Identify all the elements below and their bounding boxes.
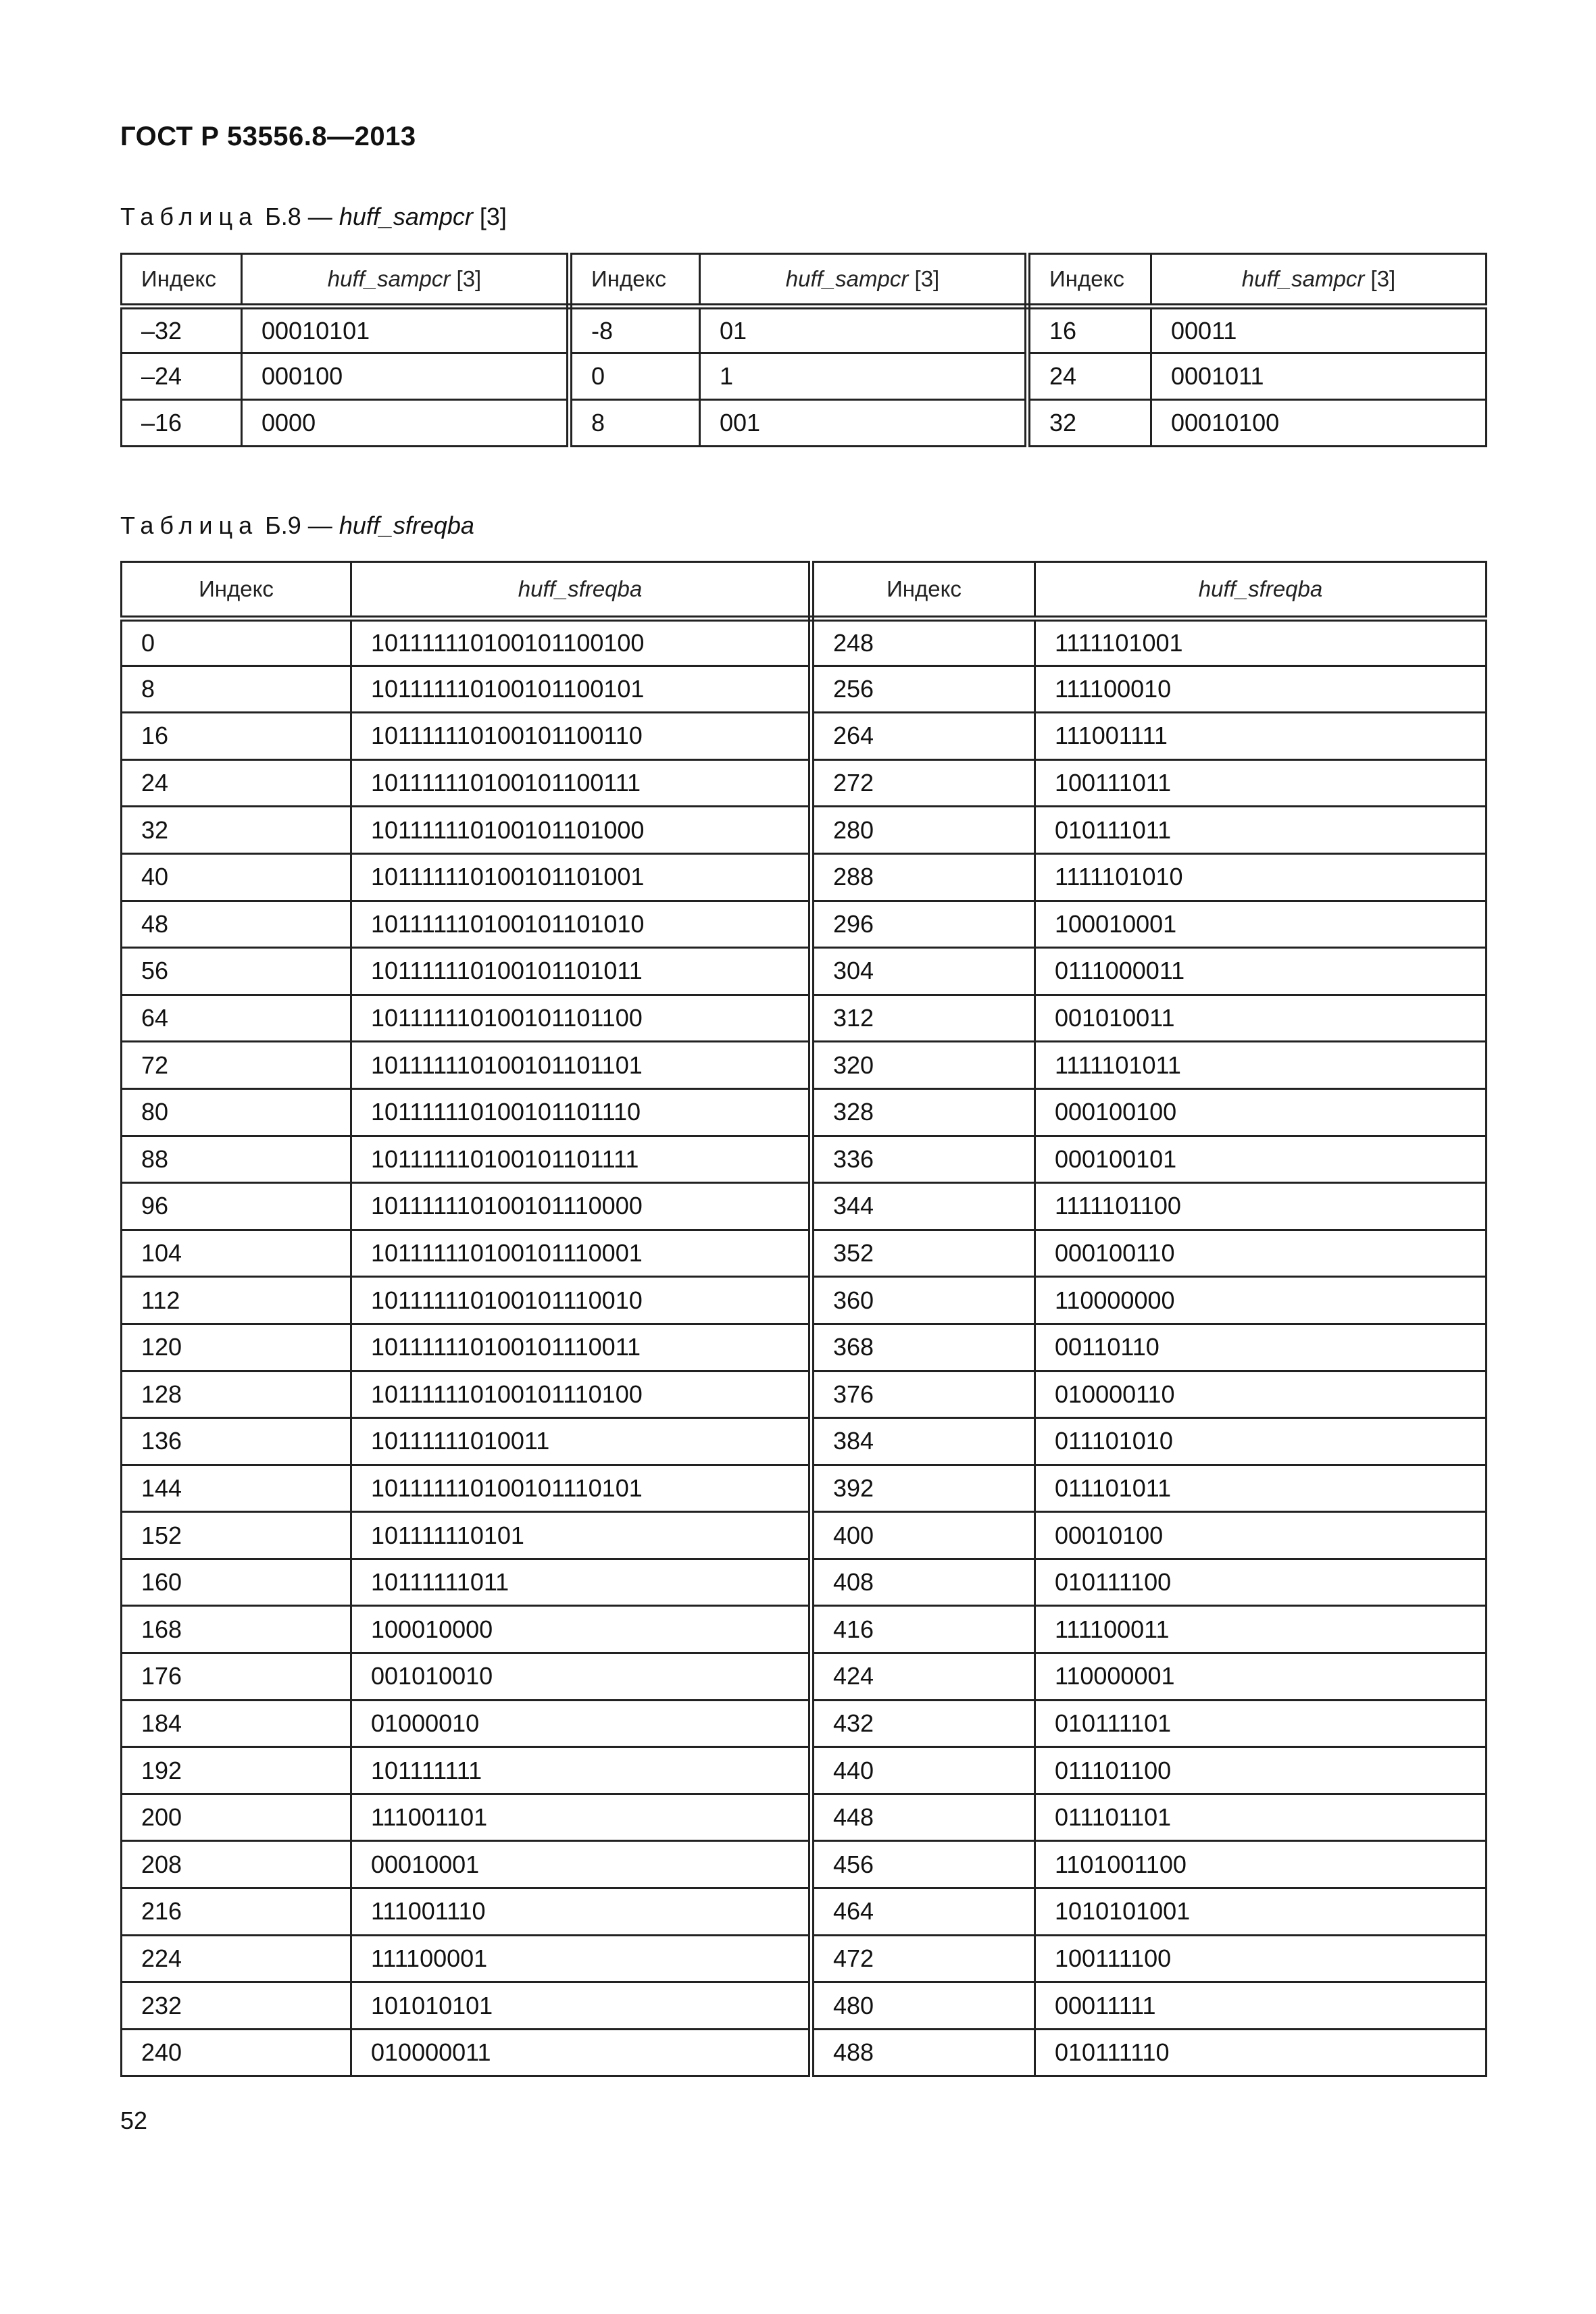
code-cell: 000100110: [1035, 1230, 1487, 1277]
index-cell: 208: [122, 1841, 351, 1888]
index-cell: 432: [812, 1700, 1035, 1747]
code-cell: 110000000: [1035, 1277, 1487, 1324]
code-cell: 001010011: [1035, 995, 1487, 1042]
code-cell: 101111110100101101010: [351, 901, 812, 948]
index-cell: 32: [122, 807, 351, 854]
index-cell: 464: [812, 1888, 1035, 1936]
index-cell: 136: [122, 1418, 351, 1465]
code-cell: 110000001: [1035, 1653, 1487, 1701]
index-cell: 264: [812, 713, 1035, 760]
code-cell: 100111011: [1035, 759, 1487, 807]
table-row: [122, 807, 1487, 854]
index-cell: 200: [122, 1794, 351, 1841]
table-b8: [120, 253, 1487, 447]
code-cell: 101111110100101101001: [351, 853, 812, 901]
index-cell: 368: [812, 1324, 1035, 1371]
index-cell: 320: [812, 1042, 1035, 1089]
code-cell: 1111101011: [1035, 1042, 1487, 1089]
code-cell: 101111110100101110011: [351, 1324, 812, 1371]
index-cell: 128: [122, 1371, 351, 1418]
index-cell: 144: [122, 1465, 351, 1512]
table-row: [122, 1512, 1487, 1559]
index-cell: 152: [122, 1512, 351, 1559]
index-cell: 304: [812, 948, 1035, 995]
code-cell: 111100010: [1035, 665, 1487, 713]
index-cell: 0: [122, 619, 351, 666]
index-cell: 160: [122, 1559, 351, 1606]
table-row: [122, 1230, 1487, 1277]
code-cell: 01: [700, 307, 1028, 353]
index-cell: 344: [812, 1183, 1035, 1230]
index-cell: 288: [812, 853, 1035, 901]
table-row: [122, 1088, 1487, 1136]
index-cell: 168: [122, 1606, 351, 1653]
table-row: [122, 948, 1487, 995]
code-cell: 011101100: [1035, 1747, 1487, 1794]
index-cell: 392: [812, 1465, 1035, 1512]
index-cell: 120: [122, 1324, 351, 1371]
code-cell: 00110110: [1035, 1324, 1487, 1371]
caption-name: huff_sampcr: [339, 203, 473, 230]
code-cell: 101111110100101101011: [351, 948, 812, 995]
code-cell: 010000110: [1035, 1371, 1487, 1418]
code-cell: 010111100: [1035, 1559, 1487, 1606]
code-cell: 101111110100101101110: [351, 1088, 812, 1136]
code-cell: 00010100: [1035, 1512, 1487, 1559]
col-value-name: huff_sfreqba: [518, 576, 643, 601]
index-cell: 80: [122, 1088, 351, 1136]
table-row: [122, 1371, 1487, 1418]
table-row: [122, 1559, 1487, 1606]
code-cell: 0001011: [1151, 353, 1487, 400]
index-cell: 248: [812, 619, 1035, 666]
table-row: [122, 1606, 1487, 1653]
col-index-header: Индекс: [570, 254, 700, 307]
page-number: 52: [120, 2107, 148, 2134]
code-cell: 10111111010011: [351, 1418, 812, 1465]
code-cell: 010111101: [1035, 1700, 1487, 1747]
index-cell: 240: [122, 2029, 351, 2076]
index-cell: 64: [122, 995, 351, 1042]
index-cell: 96: [122, 1183, 351, 1230]
code-cell: 101111110100101110001: [351, 1230, 812, 1277]
col-value-name: huff_sampcr: [785, 266, 909, 291]
index-cell: 88: [122, 1136, 351, 1183]
code-cell: 111100001: [351, 1935, 812, 1982]
col-value-header: [242, 254, 570, 307]
code-cell: 0111000011: [1035, 948, 1487, 995]
table-row: [122, 353, 1487, 400]
col-value-header: [1151, 254, 1487, 307]
index-cell: 296: [812, 901, 1035, 948]
table-b8-caption: [120, 203, 507, 231]
col-value-header: [351, 562, 812, 619]
index-cell: 416: [812, 1606, 1035, 1653]
caption-number: Б.9 —: [258, 511, 339, 539]
code-cell: 000100: [242, 353, 570, 400]
code-cell: 010111011: [1035, 807, 1487, 854]
index-cell: 408: [812, 1559, 1035, 1606]
caption-number: Б.8 —: [258, 203, 339, 230]
table-row: [122, 1042, 1487, 1089]
code-cell: 100010000: [351, 1606, 812, 1653]
index-cell: 8: [570, 400, 700, 447]
index-cell: 376: [812, 1371, 1035, 1418]
col-value-header: [1035, 562, 1487, 619]
caption-word: Таблица: [120, 511, 259, 539]
code-cell: 00011111: [1035, 1982, 1487, 2030]
index-cell: 24: [122, 759, 351, 807]
index-cell: 400: [812, 1512, 1035, 1559]
index-cell: 40: [122, 853, 351, 901]
index-cell: 176: [122, 1653, 351, 1701]
index-cell: 328: [812, 1088, 1035, 1136]
index-cell: 232: [122, 1982, 351, 2030]
table-row: [122, 1136, 1487, 1183]
document-header: ГОСТ Р 53556.8—2013: [120, 122, 416, 151]
index-cell: 440: [812, 1747, 1035, 1794]
index-cell: 472: [812, 1935, 1035, 1982]
index-cell: 352: [812, 1230, 1035, 1277]
table-header-row: [122, 562, 1487, 619]
code-cell: 101111110100101100101: [351, 665, 812, 713]
code-cell: 101111110101: [351, 1512, 812, 1559]
code-cell: 00011: [1151, 307, 1487, 353]
index-cell: 256: [812, 665, 1035, 713]
caption-suffix: [3]: [472, 203, 507, 230]
index-cell: 360: [812, 1277, 1035, 1324]
table-row: [122, 665, 1487, 713]
table-b9: [120, 561, 1487, 2077]
code-cell: 101111111: [351, 1747, 812, 1794]
code-cell: 010000011: [351, 2029, 812, 2076]
col-value-suffix: [3]: [1364, 266, 1396, 291]
code-cell: 100111100: [1035, 1935, 1487, 1982]
table-row: [122, 1841, 1487, 1888]
code-cell: 1101001100: [1035, 1841, 1487, 1888]
code-cell: 101111110100101100111: [351, 759, 812, 807]
table-row: [122, 1418, 1487, 1465]
table-row: [122, 995, 1487, 1042]
index-cell: 312: [812, 995, 1035, 1042]
code-cell: 00010100: [1151, 400, 1487, 447]
col-index-header: Индекс: [122, 562, 351, 619]
code-cell: 101111110100101101101: [351, 1042, 812, 1089]
code-cell: 111100011: [1035, 1606, 1487, 1653]
table-row: [122, 619, 1487, 666]
col-value-name: huff_sampcr: [327, 266, 451, 291]
code-cell: 00010101: [242, 307, 570, 353]
code-cell: 0000: [242, 400, 570, 447]
table-row: [122, 1794, 1487, 1841]
code-cell: 000100100: [1035, 1088, 1487, 1136]
col-index-header: Индекс: [1028, 254, 1151, 307]
index-cell: –32: [122, 307, 242, 353]
index-cell: 336: [812, 1136, 1035, 1183]
col-value-name: huff_sfreqba: [1198, 576, 1323, 601]
table-row: [122, 1183, 1487, 1230]
table-row: [122, 1700, 1487, 1747]
code-cell: 101010101: [351, 1982, 812, 2030]
table-row: [122, 2029, 1487, 2076]
col-value-suffix: [3]: [908, 266, 940, 291]
code-cell: 011101011: [1035, 1465, 1487, 1512]
code-cell: 000100101: [1035, 1136, 1487, 1183]
index-cell: 448: [812, 1794, 1035, 1841]
col-value-name: huff_sampcr: [1241, 266, 1365, 291]
code-cell: 1: [700, 353, 1028, 400]
code-cell: 011101101: [1035, 1794, 1487, 1841]
col-index-header: Индекс: [122, 254, 242, 307]
col-value-header: [700, 254, 1028, 307]
index-cell: 0: [570, 353, 700, 400]
index-cell: 224: [122, 1935, 351, 1982]
code-cell: 101111110100101100110: [351, 713, 812, 760]
index-cell: 104: [122, 1230, 351, 1277]
index-cell: 112: [122, 1277, 351, 1324]
index-cell: 488: [812, 2029, 1035, 2076]
index-cell: 272: [812, 759, 1035, 807]
index-cell: -8: [570, 307, 700, 353]
index-cell: 16: [1028, 307, 1151, 353]
code-cell: 01000010: [351, 1700, 812, 1747]
caption-word: Таблица: [120, 203, 259, 230]
index-cell: –16: [122, 400, 242, 447]
index-cell: 480: [812, 1982, 1035, 2030]
code-cell: 101111110100101110101: [351, 1465, 812, 1512]
index-cell: 48: [122, 901, 351, 948]
code-cell: 101111110100101101111: [351, 1136, 812, 1183]
index-cell: 280: [812, 807, 1035, 854]
code-cell: 111001111: [1035, 713, 1487, 760]
index-cell: 384: [812, 1418, 1035, 1465]
table-row: [122, 853, 1487, 901]
code-cell: 001: [700, 400, 1028, 447]
table-row: [122, 1747, 1487, 1794]
table-row: [122, 1653, 1487, 1701]
table-row: [122, 1277, 1487, 1324]
index-cell: 456: [812, 1841, 1035, 1888]
table-row: [122, 713, 1487, 760]
code-cell: 001010010: [351, 1653, 812, 1701]
code-cell: 10111111011: [351, 1559, 812, 1606]
table-b9-caption: [120, 511, 474, 540]
table-row: [122, 400, 1487, 447]
code-cell: 101111110100101100100: [351, 619, 812, 666]
index-cell: 184: [122, 1700, 351, 1747]
col-index-header: Индекс: [812, 562, 1035, 619]
table-row: [122, 759, 1487, 807]
table-row: [122, 307, 1487, 353]
code-cell: 1111101010: [1035, 853, 1487, 901]
table-row: [122, 1324, 1487, 1371]
index-cell: –24: [122, 353, 242, 400]
code-cell: 010111110: [1035, 2029, 1487, 2076]
code-cell: 011101010: [1035, 1418, 1487, 1465]
code-cell: 101111110100101101100: [351, 995, 812, 1042]
table-row: [122, 1935, 1487, 1982]
code-cell: 100010001: [1035, 901, 1487, 948]
table-row: [122, 1465, 1487, 1512]
index-cell: 24: [1028, 353, 1151, 400]
caption-name: huff_sfreqba: [339, 511, 474, 539]
index-cell: 16: [122, 713, 351, 760]
code-cell: 101111110100101101000: [351, 807, 812, 854]
col-value-suffix: [3]: [450, 266, 482, 291]
table-row: [122, 1982, 1487, 2030]
code-cell: 00010001: [351, 1841, 812, 1888]
index-cell: 56: [122, 948, 351, 995]
index-cell: 32: [1028, 400, 1151, 447]
index-cell: 8: [122, 665, 351, 713]
code-cell: 111001101: [351, 1794, 812, 1841]
code-cell: 101111110100101110000: [351, 1183, 812, 1230]
index-cell: 424: [812, 1653, 1035, 1701]
code-cell: 101111110100101110010: [351, 1277, 812, 1324]
code-cell: 111001110: [351, 1888, 812, 1936]
table-row: [122, 1888, 1487, 1936]
code-cell: 1111101100: [1035, 1183, 1487, 1230]
index-cell: 216: [122, 1888, 351, 1936]
code-cell: 1111101001: [1035, 619, 1487, 666]
code-cell: 101111110100101110100: [351, 1371, 812, 1418]
index-cell: 192: [122, 1747, 351, 1794]
index-cell: 72: [122, 1042, 351, 1089]
table-header-row: [122, 254, 1487, 307]
table-row: [122, 901, 1487, 948]
code-cell: 1010101001: [1035, 1888, 1487, 1936]
